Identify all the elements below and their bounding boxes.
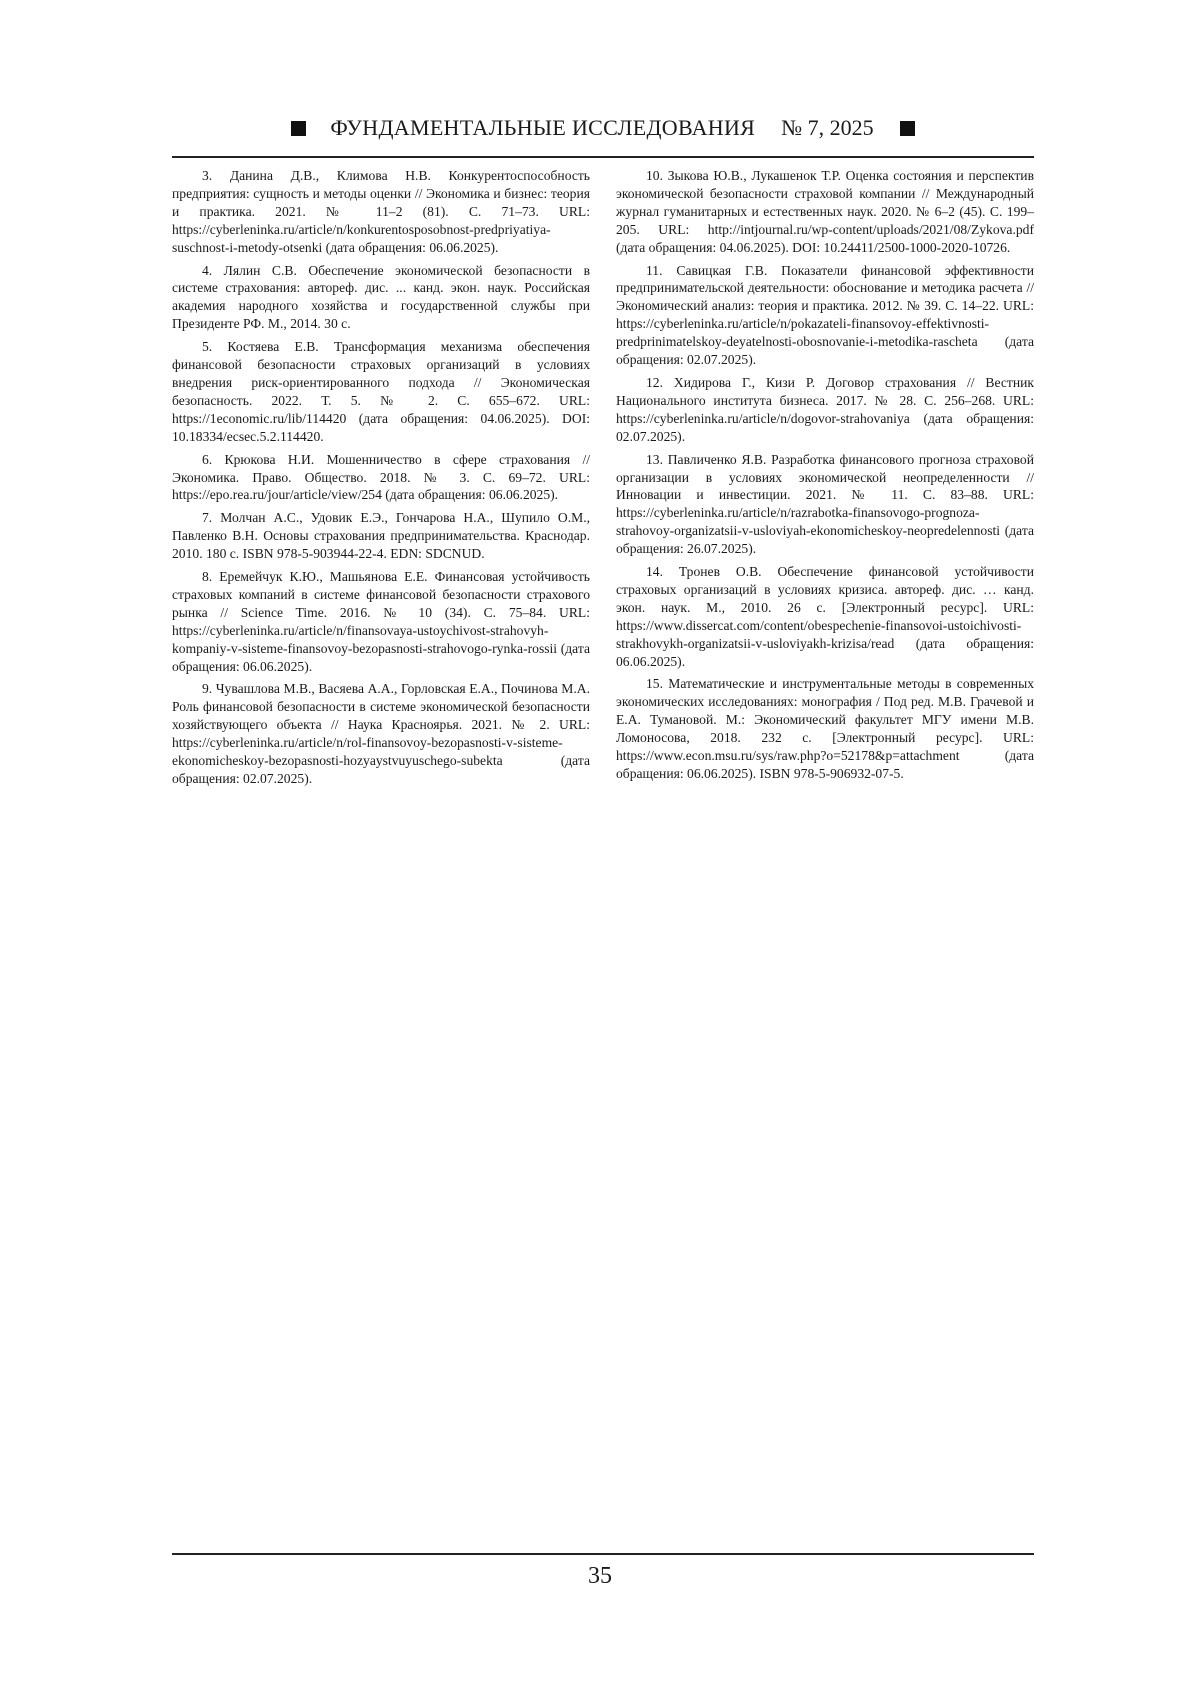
reference-item: 4. Лялин С.В. Обеспечение экономической безопасности в системе страхования: автореф. дис. ... канд. экон. наук. Российская академия народного хозяйства и государственной службы при Президенте РФ. М., 2014. 30 с. (172, 262, 590, 332)
square-bullet-icon (291, 121, 306, 136)
references-right-column (616, 167, 1034, 788)
reference-item: 9. Чувашлова М.В., Васяева А.А., Горловская Е.А., Починова М.А. Роль финансовой безопасности в системе экономической безопасности хозяйствующего объекта // Наука Красноярья. 2021. № 2. URL: https://cyberleninka.ru/article/n/rol-finansovoy-bezopasnosti-v-sisteme-ekonomicheskoy-bezopasnosti-hozyaystvuyuschego-subekta (дата обращения: 02.07.2025). (172, 681, 590, 786)
reference-item: 7. Молчан А.С., Удовик Е.Э., Гончарова Н.А., Шупило О.М., Павленко В.Н. Основы страхования предпринимательства. Краснодар. 2010. 180 с. ISBN 978-5-903944-22-4. EDN: SDCNUD. (172, 510, 590, 562)
reference-item: 5. Костяева Е.В. Трансформация механизма обеспечения финансовой безопасности страховых организаций в условиях внедрения риск-ориентированного подхода // Экономическая безопасность. 2022. Т. 5. № 2. С. 655–672. URL: https://1economic.ru/lib/114420 (дата обращения: 04.06.2025). DOI: 10.18334/ecsec.5.2.114420. (172, 339, 590, 444)
header-rule (172, 156, 1034, 158)
footer-rule (172, 1553, 1034, 1555)
issue-number: № 7, 2025 (781, 115, 874, 140)
journal-title: ФУНДАМЕНТАЛЬНЫЕ ИССЛЕДОВАНИЯ (330, 115, 756, 140)
reference-item: 14. Тронев О.В. Обеспечение финансовой устойчивости страховых организаций в условиях кризиса. автореф. дис. … канд. экон. наук. М., 2010. 26 с. [Электронный ресурс]. URL: https://www.dissercat.com/content/obespechenie-finansovoi-ustoichivosti-strakhovykh-organizatsii-v-usloviyakh-krizisa/read (дата обращения: 06.06.2025). (616, 564, 1034, 669)
reference-item: 10. Зыкова Ю.В., Лукашенок Т.Р. Оценка состояния и перспектив экономической безопасности страховой компании // Международный журнал гуманитарных и естественных наук. 2020. № 6–2 (45). С. 199–205. URL: http://intjournal.ru/wp-content/uploads/2021/08/Zykova.pdf (дата обращения: 04.06.2025). DOI: 10.24411/2500-1000-2020-10726. (616, 168, 1034, 255)
reference-item: 15. Математические и инструментальные методы в современных экономических исследованиях: монография / Под ред. М.В. Грачевой и Е.А. Тумановой. М.: Экономический факультет МГУ имени М.В. Ломоносова, 2018. 232 с. [Электронный ресурс]. URL: https://www.econ.msu.ru/sys/raw.php?o=52178&p=attachment (дата обращения: 06.06.2025). ISBN 978-5-906932-07-5. (616, 676, 1034, 781)
square-bullet-icon (900, 121, 915, 136)
reference-item: 8. Еремейчук К.Ю., Машьянова Е.Е. Финансовая устойчивость страховых компаний в системе финансовой безопасности страхового рынка // Science Time. 2016. № 10 (34). С. 75–84. URL: https://cyberleninka.ru/article/n/finansovaya-ustoychivost-strahovyh-kompaniy-v-sisteme-finansovoy-bezopasnosti-strahovogo-rynka-rossii (дата обращения: 06.06.2025). (172, 569, 590, 674)
reference-item: 11. Савицкая Г.В. Показатели финансовой эффективности предпринимательской деятельности: обоснование и методика расчета // Экономический анализ: теория и практика. 2012. № 39. С. 14–22. URL: https://cyberleninka.ru/article/n/pokazateli-finansovoy-effektivnosti-predprinimatelskoy-deyatelnosti-obosnovanie-i-metodika-rascheta (дата обращения: 02.07.2025). (616, 262, 1034, 368)
reference-item: 12. Хидирова Г., Кизи Р. Договор страхования // Вестник Национального института бизнеса. 2017. № 28. С. 256–268. URL: https://cyberleninka.ru/article/n/dogovor-strahovaniya (дата обращения: 02.07.2025). (616, 374, 1034, 444)
reference-item: 3. Данина Д.В., Климова Н.В. Конкурентоспособность предприятия: сущность и методы оценки // Экономика и бизнес: теория и практика. 2021. № 11–2 (81). С. 71–73. URL: https://cyberleninka.ru/article/n/konkurentosposobnost-predpriyatiya-suschnost-i-metody-otsenki (дата обращения: 06.06.2025). (172, 168, 590, 255)
running-header (172, 110, 1034, 146)
reference-item: 6. Крюкова Н.И. Мошенничество в сфере страхования // Экономика. Право. Общество. 2018. № 3. С. 69–72. URL: https://epo.rea.ru/jour/article/view/254 (дата обращения: 06.06.2025). (172, 451, 590, 503)
page-number: 35 (588, 1563, 612, 1589)
reference-item: 13. Павличенко Я.В. Разработка финансового прогноза страховой организации в условиях экономической неопределенности // Инновации и инвестиции. 2021. № 11. С. 83–88. URL: https://cyberleninka.ru/article/n/razrabotka-finansovogo-prognoza-strahovoy-organizatsii-v-usloviyah-ekonomicheskoy-neopredelennosti (дата обращения: 26.07.2025). (616, 451, 1034, 557)
references-left-column (172, 167, 590, 793)
